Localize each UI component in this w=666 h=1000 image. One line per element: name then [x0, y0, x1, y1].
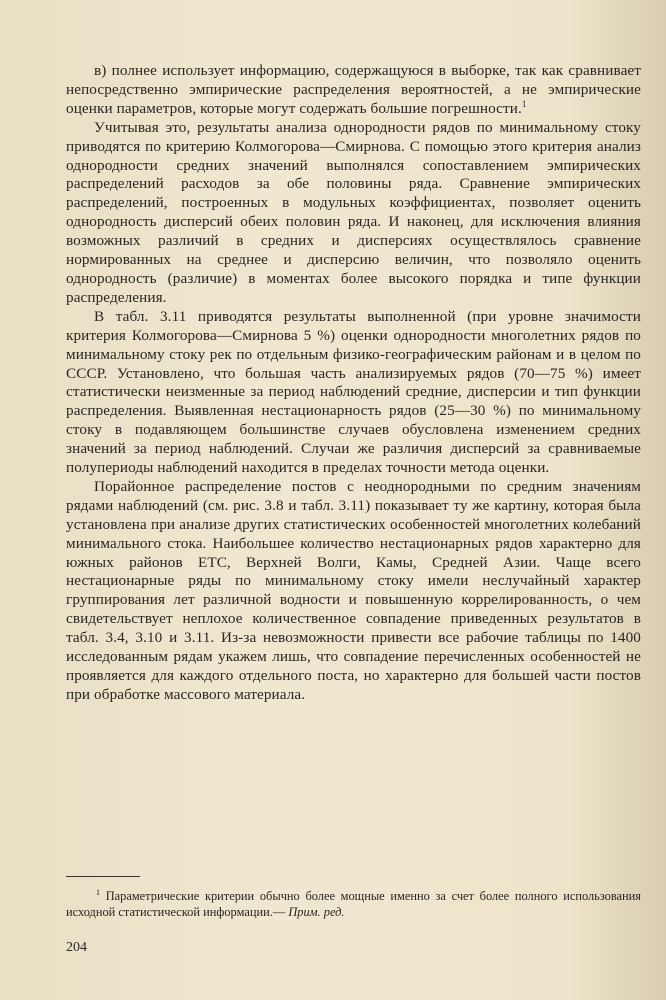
page-number: 204 [66, 940, 87, 955]
footnote-divider [66, 876, 140, 877]
paragraph-3: В табл. 3.11 приводятся результаты выполненной (при уровне значимости критерия Колмогорова—Смирнова 5 %) оценки однородности многолетних рядов по минимальному стоку рек по отдельным физико-географическим районам и в целом по СССР. Установлено, что большая часть анализируемых рядов (70—75 %) имеет статистически неизменные за период наблюдений средние, дисперсии и тип функции распределения. Выявленная нестационарность рядов (25—30 %) по минимальному стоку в подавляющем большинстве случаев обусловлена изменением средних значений за период наблюдений. Случаи же различия дисперсий за сравниваемые полупериоды наблюдений находится в пределах точности метода оценки. [66, 307, 641, 477]
paragraph-1: в) полнее использует информацию, содержащуюся в выборке, так как сравнивает непосредственно эмпирические распределения вероятностей, а не эмпирические оценки параметров, которые могут содержать большие погрешности.$^1$ [66, 62, 641, 117]
paragraph-2: Учитывая это, результаты анализа однородности рядов по минимальному стоку приводятся по критерию Колмогорова—Смирнова. С помощью этого критерия анализ однородности средних значений выполнялся сопоставлением эмпирических распределений расходов за обе половины ряда. Сравнение эмпирических распределений, построенных в модульных коэффициентах, позволяет оценить однородность дисперсий обеих половин ряда. И наконец, для исключения влияния возможных различий в средних и дисперсиях осуществлялось сравнение нормированных на среднее и дисперсию величин, что позволяло оценить однородность (различие) в моментах более высокого порядка и типе функции распределения. [66, 118, 641, 306]
footnote-mark: 1 [96, 888, 100, 897]
body-text [66, 62, 641, 705]
footnote [66, 888, 641, 920]
paragraph-4: Порайонное распределение постов с неоднородными по средним значениям рядами наблюдений (см. рис. 3.8 и табл. 3.11) показывает ту же картину, которая была установлена при анализе других статистических особенностей многолетних колебаний минимального стока. Наибольшее количество нестационарных рядов характерно для южных районов ЕТС, Верхней Волги, Камы, Средней Азии. Чаще всего нестационарные ряды по минимальному стоку имели неслучайный характер группирования лет различной водности и повышенную коррелированность, о чем свидетельствует неплохое количественное совпадение приведенных результатов в табл. 3.4, 3.10 и 3.11. Из-за невозможности привести все рабочие таблицы по 1400 исследованным рядам укажем лишь, что совпадение перечисленных особенностей не проявляется для каждого отдельного поста, но характерно для большей части постов при обработке массового материала. [66, 477, 641, 703]
footnote-reference: 1 [521, 98, 527, 109]
footnote-editor-note: Прим. ред. [288, 905, 345, 919]
footnote-text: Параметрические критерии обычно более мощные именно за счет более полного использования исходной статистической информации.— [66, 889, 641, 919]
